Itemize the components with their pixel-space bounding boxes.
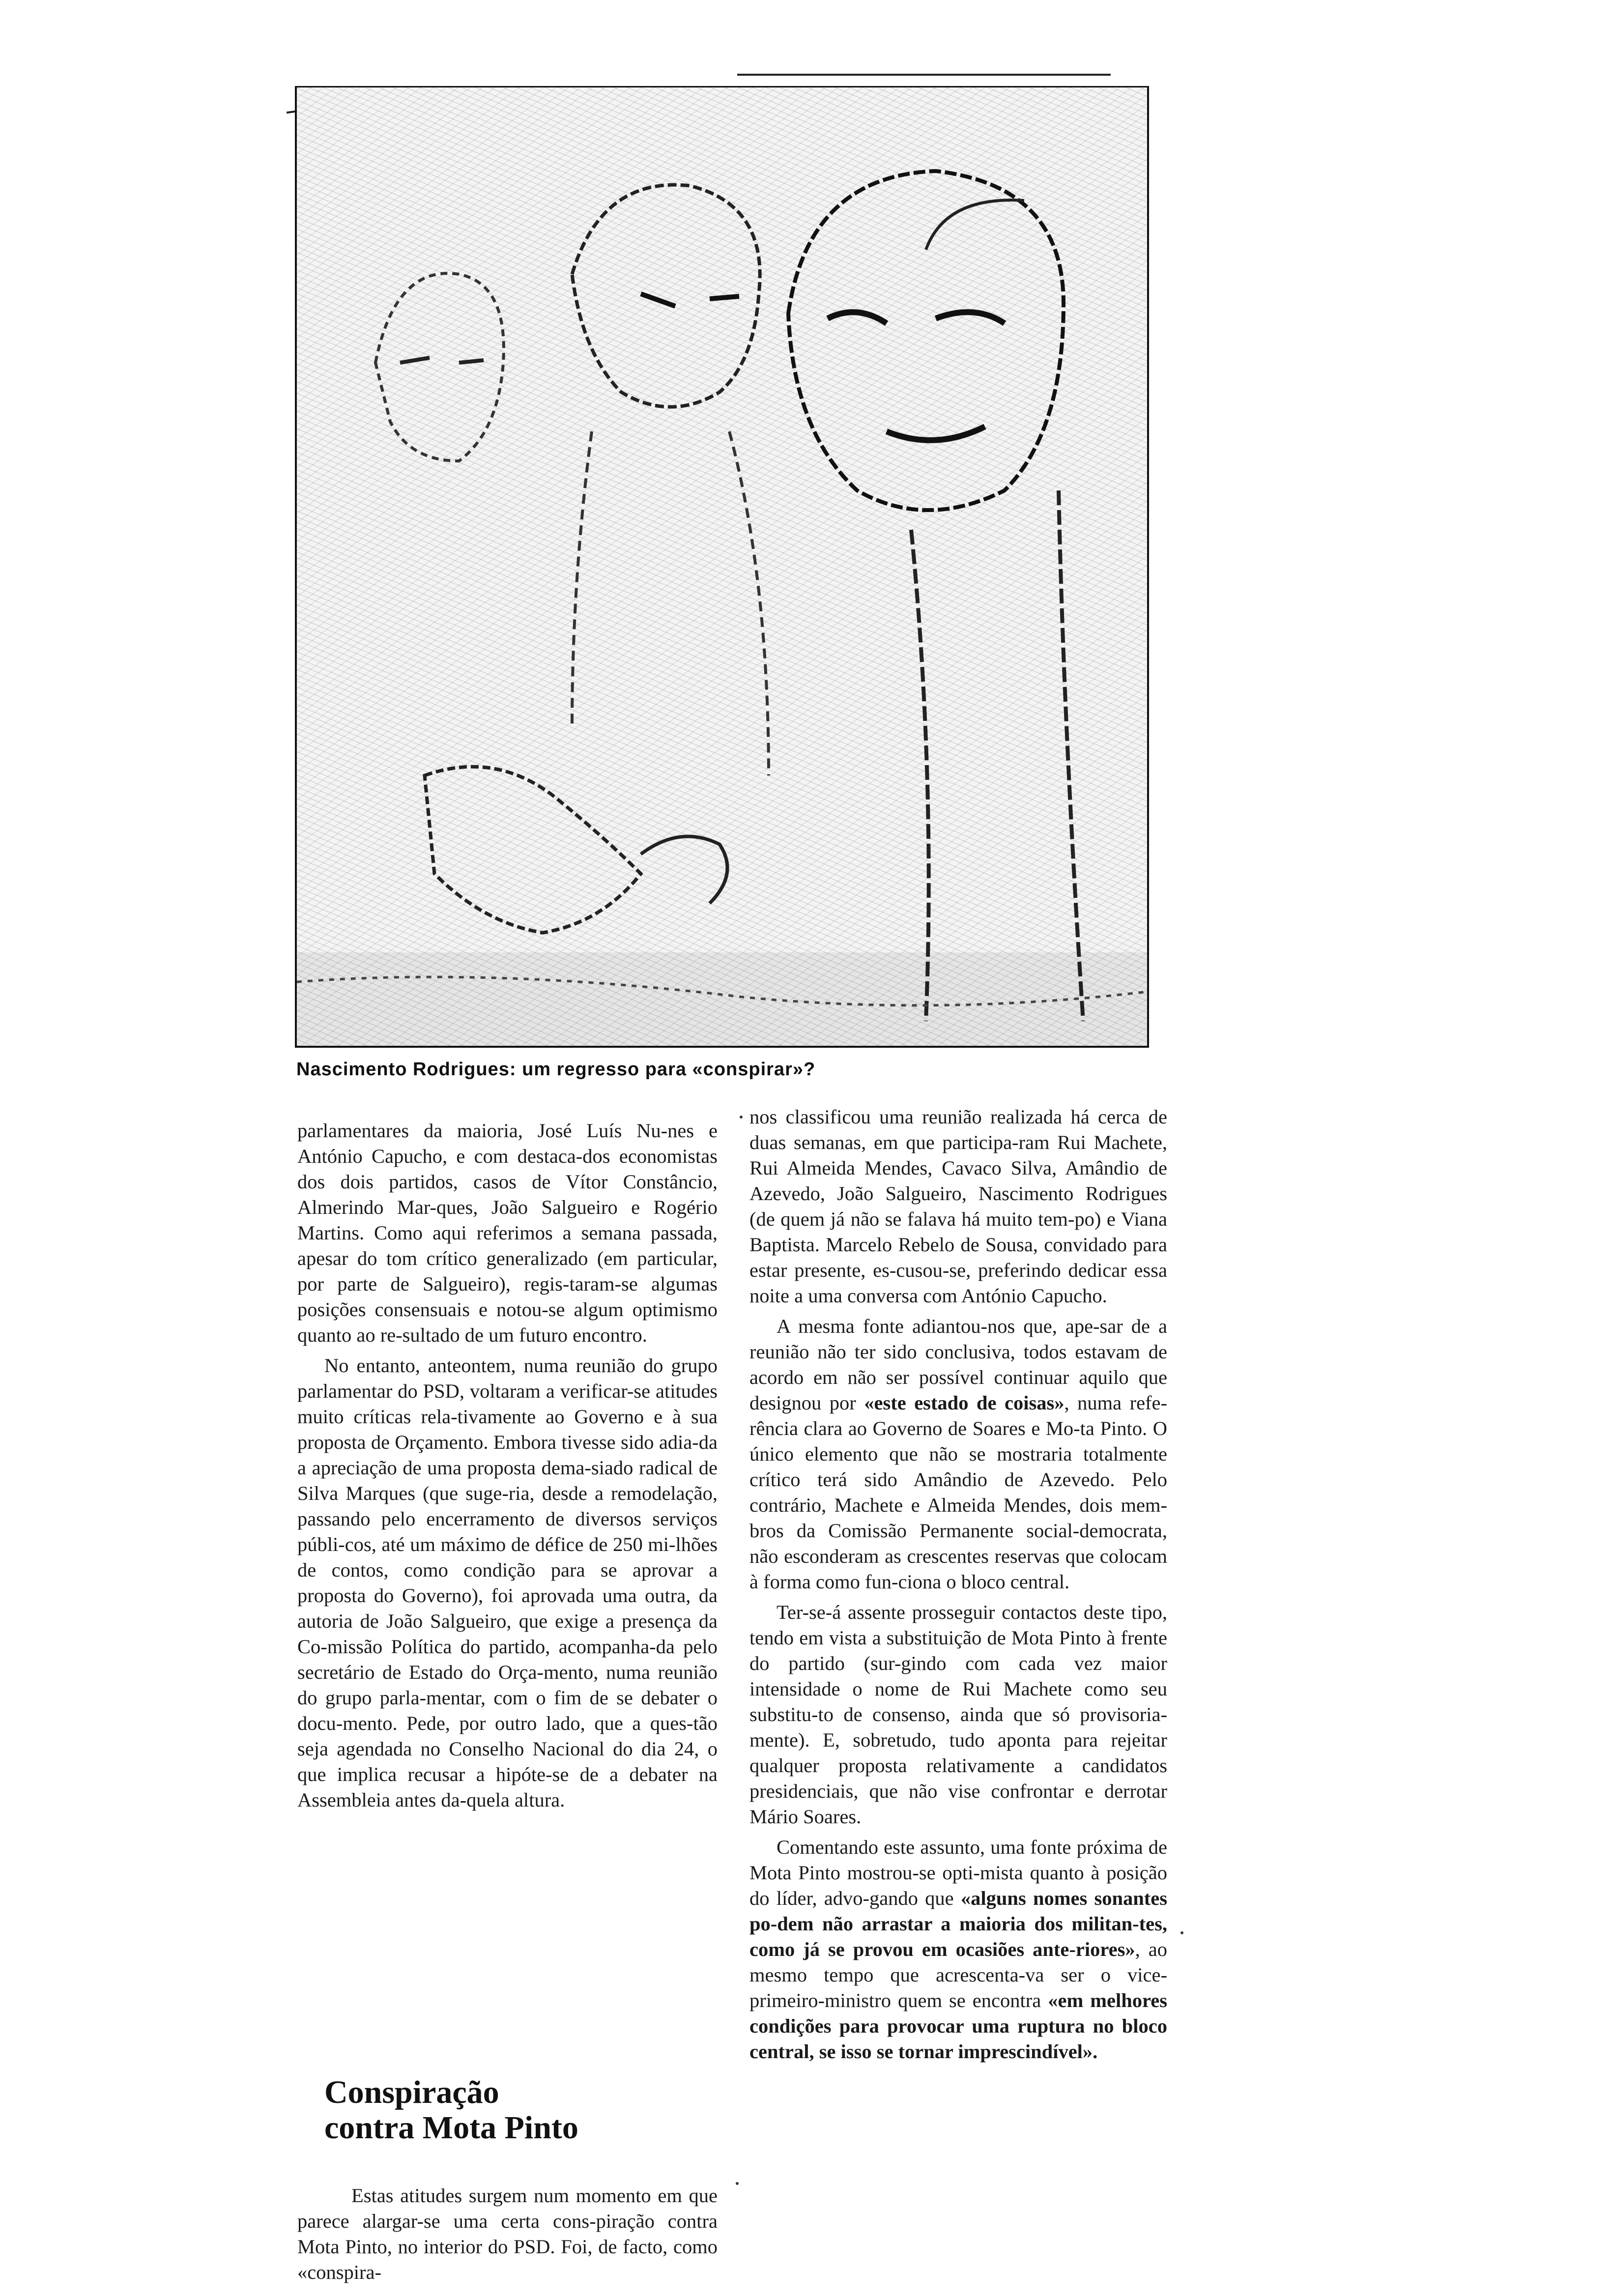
right-p2-quote: «este estado de coisas»: [864, 1392, 1065, 1414]
left-column: [297, 1118, 718, 1813]
right-p2-text-a: A mesma fonte adiantou-nos que, ape-sar de a reunião não ter sido conclusiva, todos estavam de acordo em não ser possível continuar aquilo que designou por: [749, 1315, 1167, 1414]
heading-line-2: contra Mota Pinto: [324, 2110, 578, 2146]
margin-mark: [736, 2182, 739, 2185]
top-rule: [737, 74, 1111, 76]
news-photo: [295, 86, 1149, 1048]
right-p4-quote-2: «em melhores condições para provocar uma ruptura no bloco central, se isso se tornar imprescindível».: [749, 1989, 1167, 2063]
margin-mark: [740, 1116, 743, 1119]
left-paragraph-2: No entanto, anteontem, numa reunião do grupo parlamentar do PSD, voltaram a verificar-se atitudes muito críticas rela-tivamente ao Governo e à sua proposta de Orçamento. Embora tivesse sido adia-da a apreciação de uma proposta dema-siado radical de Silva Marques (que suge-ria, desde a remodelação, passando pelo encerramento de diversos serviços públi-cos, até um máximo de défice de 250 mi-lhões de contos, como condição para se aprovar a proposta do Governo), foi aprovada uma outra, da autoria de João Salgueiro, que exige a presença da Co-missão Política do partido, acompanha-da pelo secretário de Estado do Orça-mento, numa reunião do grupo parla-mentar, com o fim de se debater o docu-mento. Pede, por outro lado, que a ques-tão seja agendada no Conselho Nacional do dia 24, o que implica recusar a hipóte-se de a debater na Assembleia antes da-quela altura.: [297, 1354, 718, 1811]
left-bottom-paragraph: Estas atitudes surgem num momento em que parece alargar-se uma certa cons-piração contra Mota Pinto, no interior do PSD. Foi, de facto, como «conspira-: [297, 2184, 718, 2283]
right-paragraph-3: Ter-se-á assente prosseguir contactos deste tipo, tendo em vista a substituição de Mota Pinto à frente do partido (sur-gindo com cada vez maior intensidade o nome de Rui Machete como seu substitu-to de consenso, ainda que só provisoria-mente). E, sobretudo, tudo aponta para rejeitar qualquer proposta relativamente a candidatos presidenciais, que não vise confrontar e derrotar Mário Soares.: [749, 1601, 1167, 1828]
right-p4-text-b: , ao mesmo tempo que acrescenta-va ser o vice-primeiro-ministro quem se encontra: [749, 1938, 1167, 2011]
right-p2-text-b: , numa refe-rência clara ao Governo de Soares e Mo-ta Pinto. O único elemento que não se mostraria totalmente crítico terá sido Amândio de Azevedo. Pelo contrário, Machete e Almeida Mendes, dois mem-bros da Comissão Permanente social-democrata, não esconderam as crescentes reservas que colocam à forma como fun-ciona o bloco central.: [749, 1392, 1167, 1593]
right-paragraph-4: [749, 1835, 1167, 2065]
section-heading: [324, 2075, 668, 2146]
right-paragraph-2: [749, 1314, 1167, 1595]
photo-illustration: [297, 87, 1147, 1046]
right-p4-text-a: Comentando este assunto, uma fonte próxima de Mota Pinto mostrou-se opti-mista quanto à posição do líder, advo-gando que: [749, 1836, 1167, 1909]
heading-line-1: Conspiração: [324, 2074, 499, 2110]
left-paragraph-1: parlamentares da maioria, José Luís Nu-nes e António Capucho, e com destaca-dos economistas dos dois partidos, casos de Vítor Constâncio, Almerindo Mar-ques, João Salgueiro e Rogério Martins. Como aqui referimos a semana passada, apesar do tom crítico generalizado (em particular, por parte de Salgueiro), regis-taram-se algumas posições consensuais e notou-se algum optimismo quanto ao re-sultado de um futuro encontro.: [297, 1119, 718, 1346]
left-bottom-column: [297, 2183, 718, 2285]
right-column: [749, 1104, 1167, 2065]
photo-caption: Nascimento Rodrigues: um regresso para «conspirar»?: [296, 1059, 816, 1080]
margin-mark: [1180, 1931, 1183, 1934]
right-p4-quote-1: «alguns nomes sonantes po-dem não arrastar a maioria dos militan-tes, como já se provou em ocasiões ante-riores»: [749, 1887, 1168, 1960]
right-paragraph-1: nos classificou uma reunião realizada há cerca de duas semanas, em que participa-ram Rui Machete, Rui Almeida Mendes, Cavaco Silva, Amândio de Azevedo, João Salgueiro, Nascimento Rodrigues (de quem já não se falava há muito tem-po) e Viana Baptista. Marcelo Rebelo de Sousa, convidado para estar presente, es-cusou-se, preferindo dedicar essa noite a uma conversa com António Capucho.: [749, 1106, 1167, 1307]
